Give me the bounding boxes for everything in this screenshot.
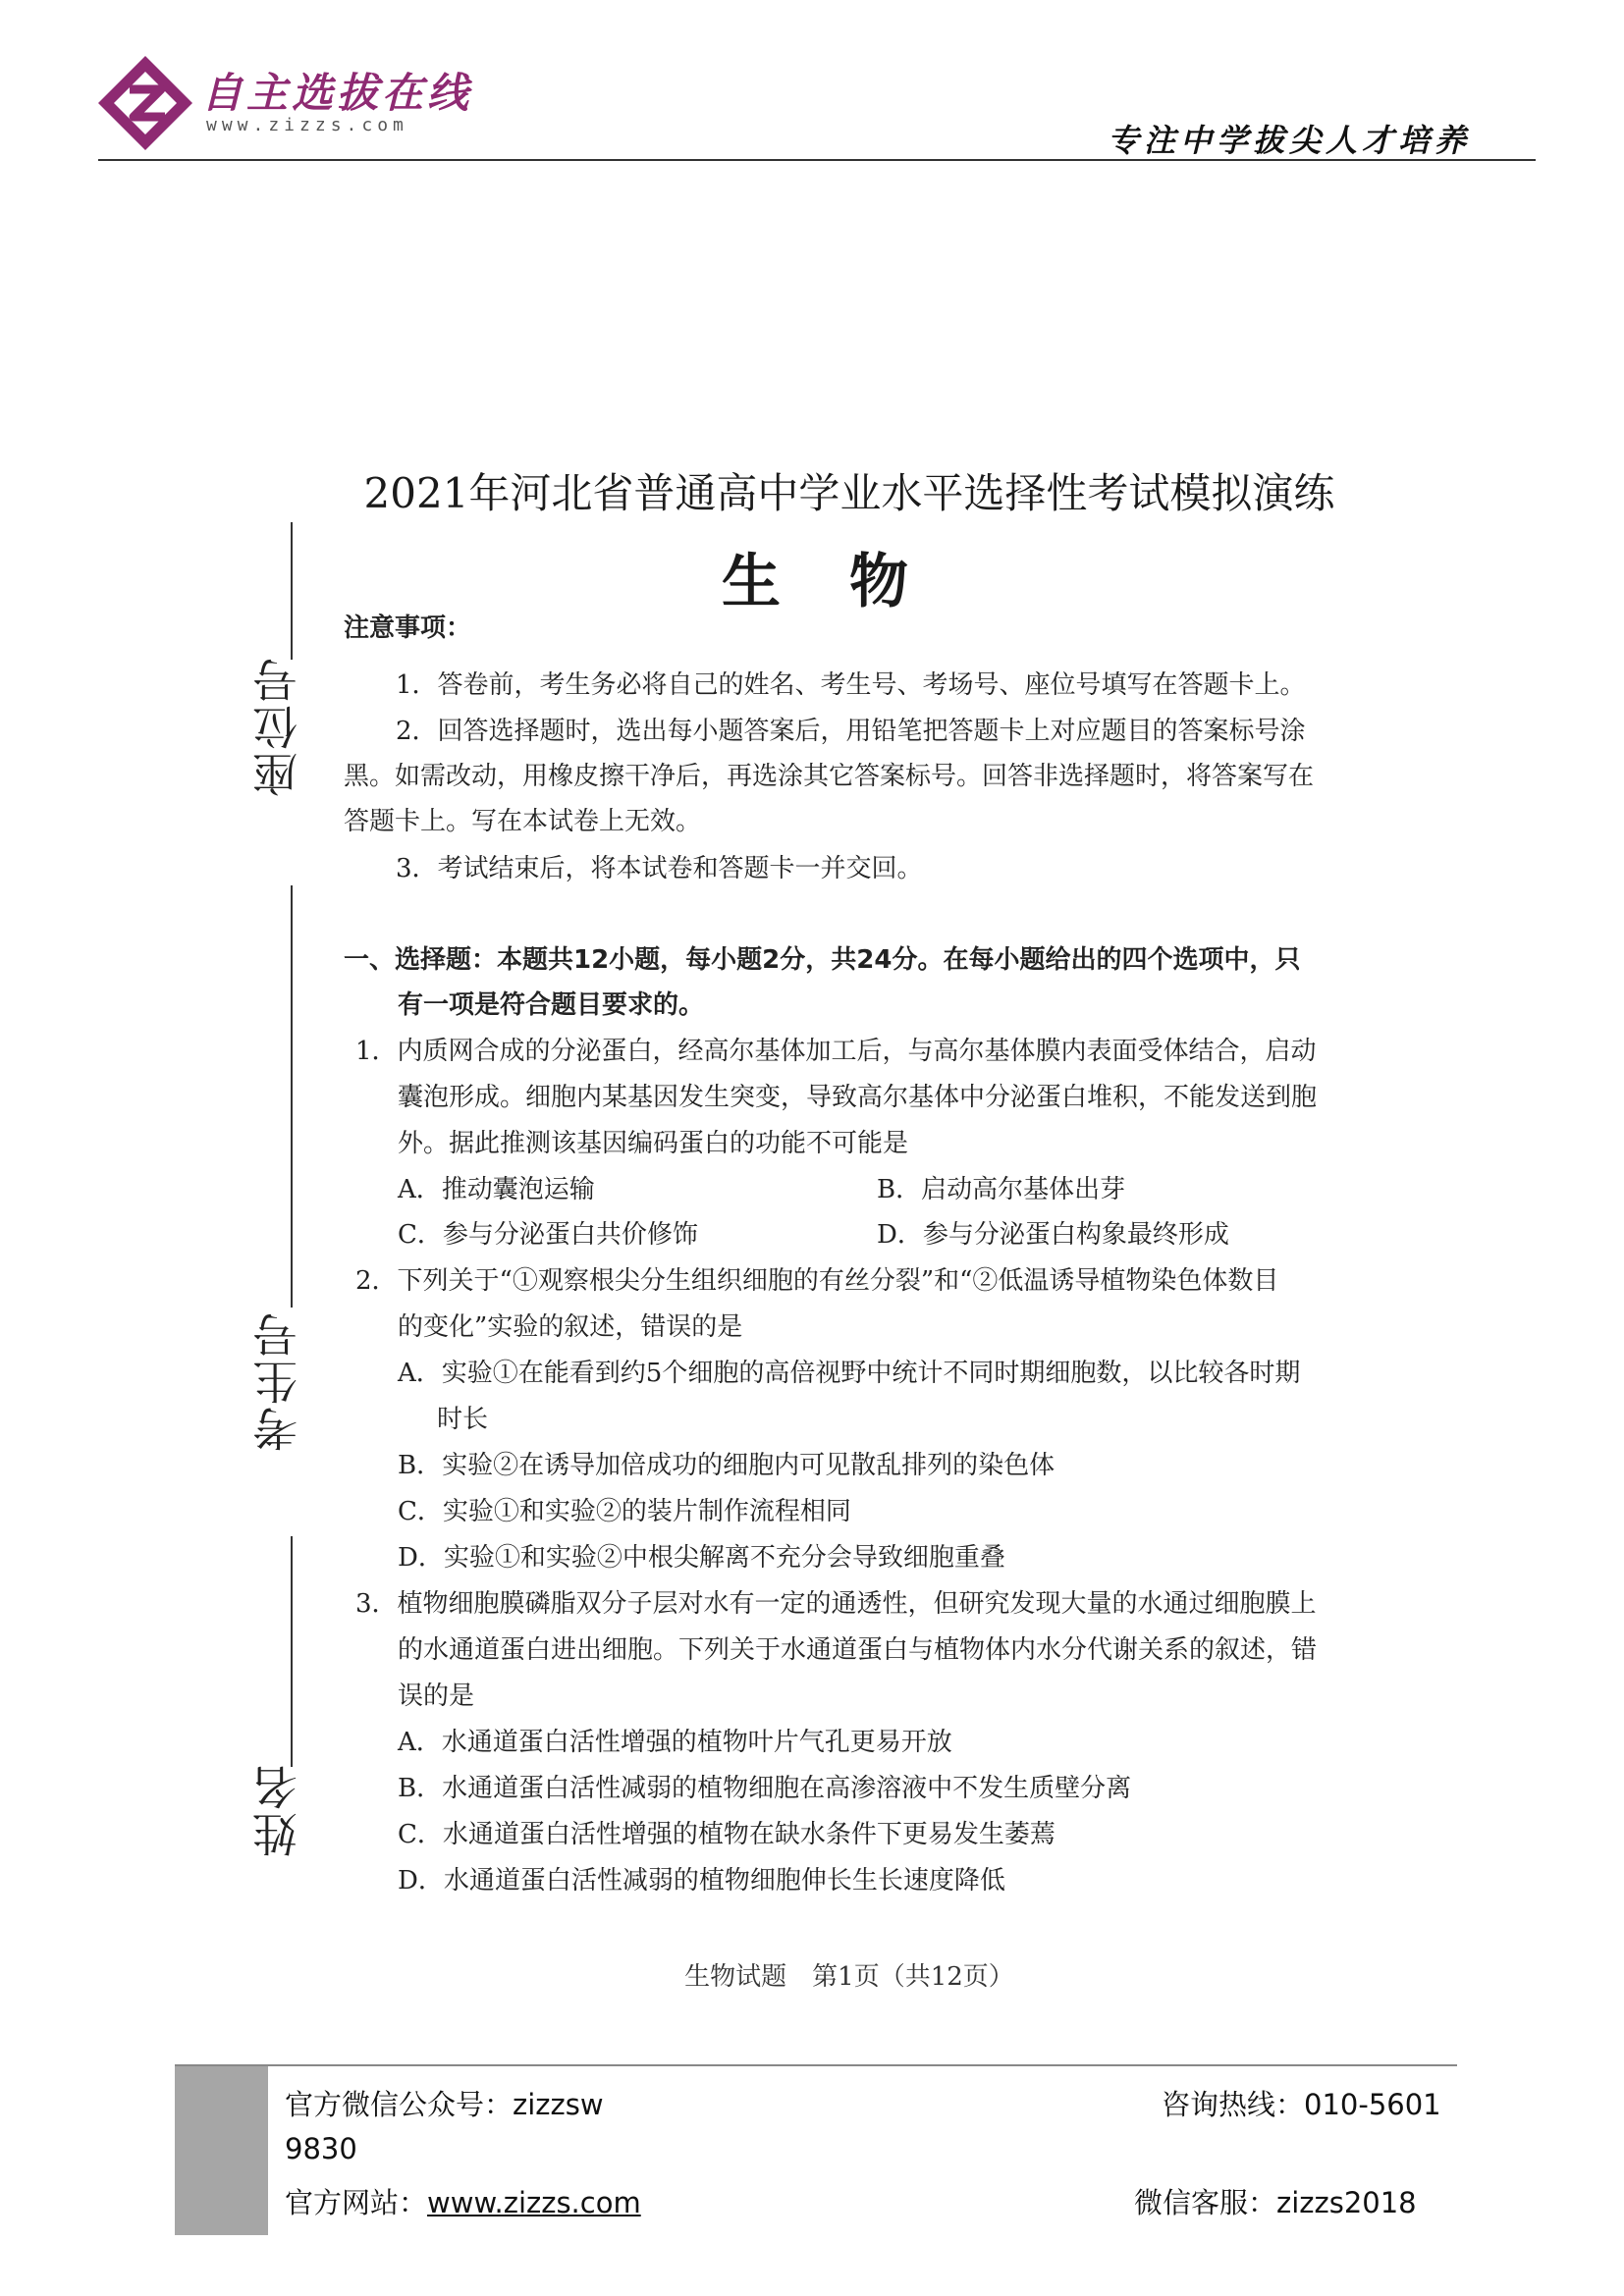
q2-option-a-cont: 时长 <box>437 1405 489 1434</box>
name-underline <box>291 1536 293 1767</box>
header-divider <box>98 159 1536 161</box>
q3-option-a: A．水通道蛋白活性增强的植物叶片气孔更易开放 <box>398 1728 952 1757</box>
seat-underline <box>291 522 293 660</box>
name-label: 姓名 <box>251 1763 304 1857</box>
notice-line: 2．回答选择题时，选出每小题答案后，用铅笔把答题卡上对应题目的答案标号涂 <box>396 717 1306 746</box>
seat-label: 座位号 <box>251 656 304 797</box>
footer-wechat-service: 微信客服：zizzs2018 <box>1134 2186 1417 2219</box>
footer-hotline-cont: 9830 <box>285 2132 357 2165</box>
q3-option-b: B．水通道蛋白活性减弱的植物细胞在高渗溶液中不发生质壁分离 <box>398 1774 1132 1803</box>
notice-heading: 注意事项： <box>344 614 472 643</box>
q1-option-b: B．启动高尔基体出芽 <box>877 1175 1126 1204</box>
q1-stem: 1．内质网合成的分泌蛋白，经高尔基体加工后，与高尔基体膜内表面受体结合，启动 <box>355 1037 1317 1066</box>
q2-option-a: A．实验①在能看到约5个细胞的高倍视野中统计不同时期细胞数，以比较各时期 <box>398 1359 1301 1388</box>
section-heading: 一、选择题：本题共12小题，每小题2分，共24分。在每小题给出的四个选项中，只 <box>344 945 1301 975</box>
section-heading: 有一项是符合题目要求的。 <box>398 990 705 1020</box>
exam-id-label: 考生号 <box>251 1310 304 1452</box>
notice-line: 答题卡上。写在本试卷上无效。 <box>344 807 702 836</box>
q1-option-a: A．推动囊泡运输 <box>398 1175 595 1204</box>
notice-line: 1．答卷前，考生务必将自己的姓名、考生号、考场号、座位号填写在答题卡上。 <box>396 670 1306 700</box>
q2-option-d: D．实验①和实验②中根尖解离不充分会导致细胞重叠 <box>398 1543 1005 1573</box>
footer-website-label: 官方网站： <box>285 2186 428 2219</box>
q2-stem: 的变化”实验的叙述，错误的是 <box>398 1312 743 1342</box>
header-slogan: 专注中学拔尖人才培养 <box>1107 122 1471 159</box>
subject-title: 生物 <box>722 548 977 616</box>
q3-option-c: C．水通道蛋白活性增强的植物在缺水条件下更易发生萎蔫 <box>398 1820 1056 1849</box>
page-number: 生物试题 第1页（共12页） <box>684 1962 1014 1992</box>
logo-name: 自主选拔在线 <box>201 69 473 117</box>
q1-option-d: D．参与分泌蛋白构象最终形成 <box>877 1220 1229 1250</box>
q2-stem: 2．下列关于“①观察根尖分生组织细胞的有丝分裂”和“②低温诱导植物染色体数目 <box>355 1266 1279 1296</box>
q1-stem: 囊泡形成。细胞内某基因发生突变，导致高尔基体中分泌蛋白堆积，不能发送到胞 <box>398 1083 1318 1112</box>
footer-website <box>285 2181 641 2221</box>
q1-option-c: C．参与分泌蛋白共价修饰 <box>398 1220 698 1250</box>
logo-url: www.zizzs.com <box>206 115 408 135</box>
footer-wechat-public: 官方微信公众号：zizzsw <box>285 2088 604 2121</box>
footer-gray-block <box>175 2066 268 2235</box>
footer-hotline: 咨询热线：010-5601 <box>1162 2088 1441 2121</box>
notice-line: 3．考试结束后，将本试卷和答题卡一并交回。 <box>396 854 923 883</box>
notice-line: 黑。如需改动，用橡皮擦干净后，再选涂其它答案标号。回答非选择题时，将答案写在 <box>344 762 1315 791</box>
footer-website-link[interactable]: www.zizzs.com <box>427 2186 641 2219</box>
q1-stem: 外。据此推测该基因编码蛋白的功能不可能是 <box>398 1129 909 1158</box>
q2-option-c: C．实验①和实验②的装片制作流程相同 <box>398 1497 851 1526</box>
zizzs-logo-icon <box>96 54 194 152</box>
exam-id-underline <box>291 885 293 1308</box>
q3-stem: 3．植物细胞膜磷脂双分子层对水有一定的通透性，但研究发现大量的水通过细胞膜上 <box>355 1589 1317 1619</box>
footer-divider <box>175 2064 1457 2066</box>
q3-stem: 误的是 <box>398 1682 475 1711</box>
q3-stem: 的水通道蛋白进出细胞。下列关于水通道蛋白与植物体内水分代谢关系的叙述，错 <box>398 1635 1318 1665</box>
q3-option-d: D．水通道蛋白活性减弱的植物细胞伸长生长速度降低 <box>398 1866 1005 1896</box>
q2-option-b: B．实验②在诱导加倍成功的细胞内可见散乱排列的染色体 <box>398 1451 1056 1480</box>
exam-title: 2021年河北省普通高中学业水平选择性考试模拟演练 <box>363 469 1335 517</box>
